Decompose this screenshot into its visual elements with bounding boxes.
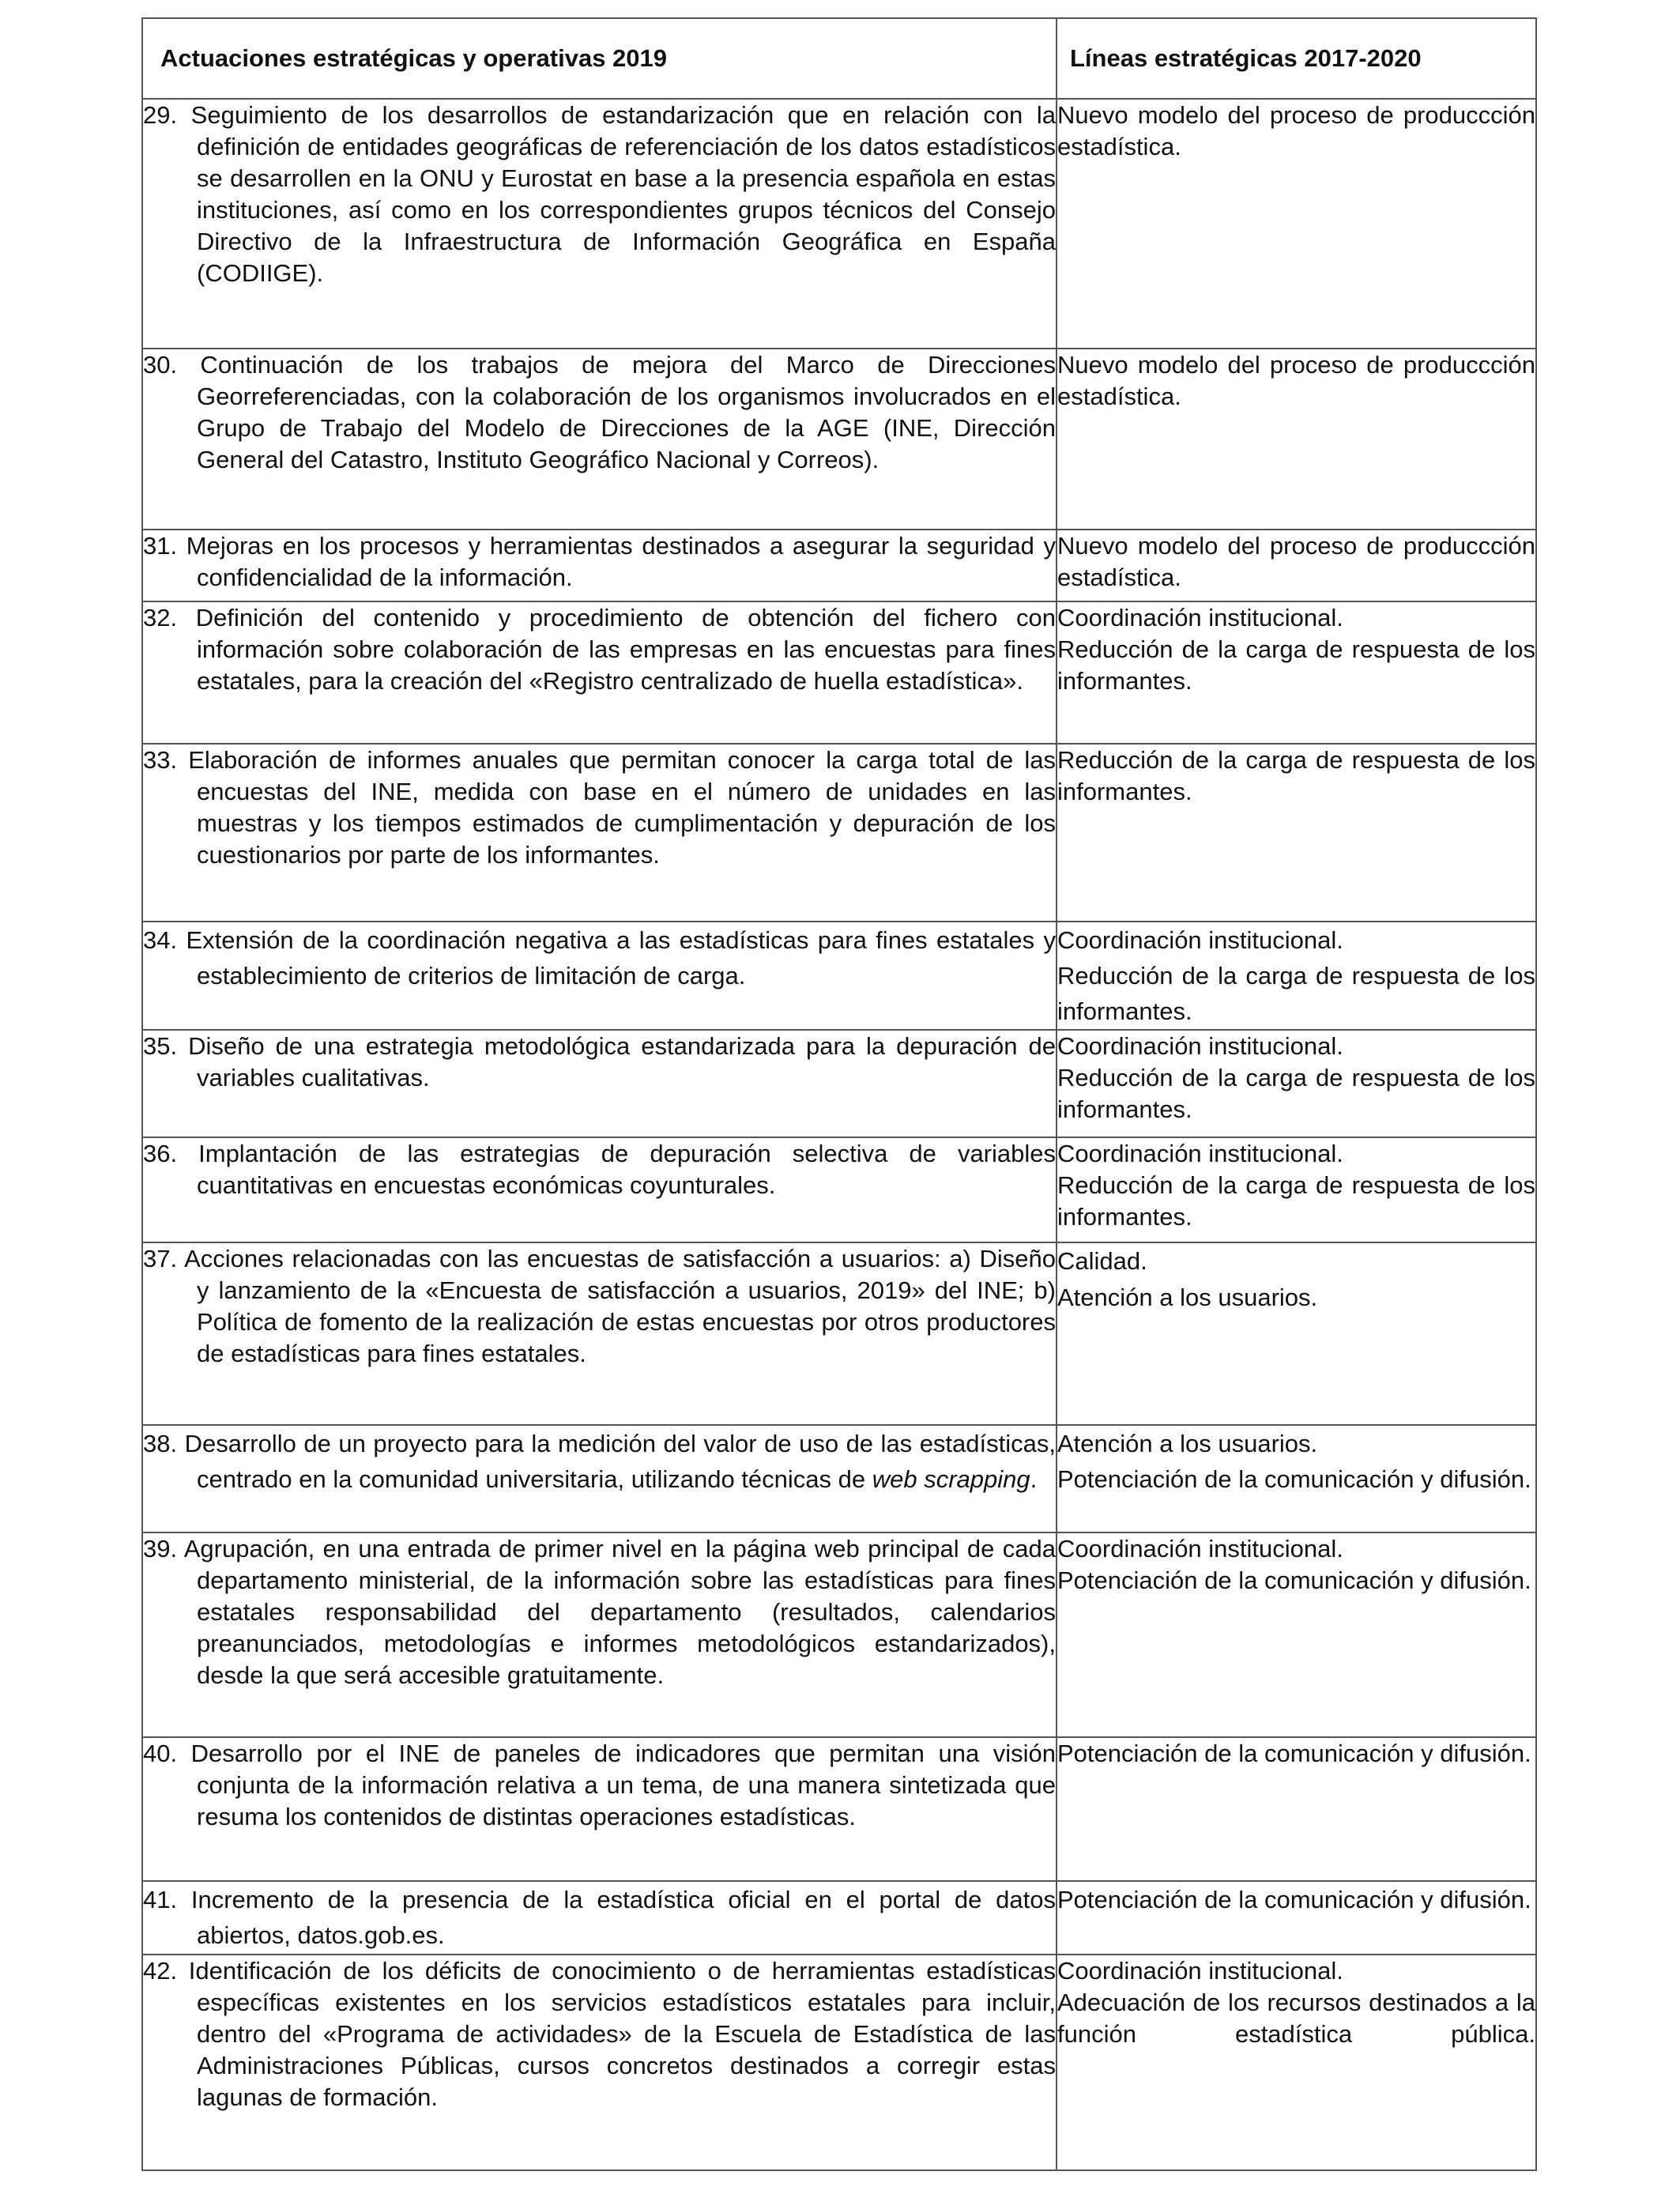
table-row [142,744,1536,922]
line-text: Reducción de la carga de respuesta de los informantes. [1057,635,1535,695]
action-cell [142,1881,1057,1955]
line-text: Potenciación de la comunicación y difusión. [1057,1566,1531,1594]
lines-cell [1057,1532,1536,1737]
line-text: Coordinación institucional. [1057,1535,1343,1563]
lines-cell [1057,530,1536,601]
table-row [142,1137,1536,1242]
action-text-tail: . [1030,1465,1038,1493]
line-text: Nuevo modelo del proceso de produccción estadística. [1057,532,1535,591]
line-text: Nuevo modelo del proceso de produccción estadística. [1057,101,1535,160]
line-text: Nuevo modelo del proceso de produccción estadística. [1057,351,1535,410]
lines-cell [1057,744,1536,922]
line-text: Atención a los usuarios. [1057,1430,1318,1457]
action-text-italic: web scrapping [872,1465,1030,1493]
table-row [142,530,1536,601]
lines-cell [1057,1955,1536,2170]
action-cell [142,530,1057,601]
header-actions: Actuaciones estratégicas y operativas 2019 [142,18,1057,99]
table-row [142,1737,1536,1881]
strategy-table [141,17,1537,2171]
table-row [142,601,1536,744]
table-row [142,349,1536,530]
table-row [142,1532,1536,1737]
table-row [142,922,1536,1030]
action-cell [142,601,1057,744]
action-cell [142,1137,1057,1242]
line-text: Coordinación institucional. [1057,1032,1343,1060]
table-row [142,1425,1536,1532]
action-cell [142,1030,1057,1137]
action-text [143,1426,1056,1497]
table-row [142,1881,1536,1955]
action-text: 33. Elaboración de informes anuales que permitan conocer la carga total de las encuestas del INE, medida con base en el número de unidades en las muestras y los tiempos estimados de cumplimentación y depuración de los cuestionarios por parte de los informantes. [143,746,1056,869]
line-text: Calidad. [1057,1247,1147,1275]
table-header-row [142,18,1536,99]
line-text: Coordinación institucional. [1057,1957,1343,1985]
action-text: 34. Extensión de la coordinación negativa a las estadísticas para fines estatales y establecimiento de criterios de limitación de carga. [143,926,1056,990]
line-text: Reducción de la carga de respuesta de los informantes. [1057,1171,1535,1231]
action-cell [142,99,1057,349]
line-text: Reducción de la carga de respuesta de los informantes. [1057,962,1535,1025]
table-row [142,99,1536,349]
table-row [142,1242,1536,1425]
action-cell [142,1425,1057,1532]
lines-cell [1057,922,1536,1030]
action-cell [142,1737,1057,1881]
line-text: Adecuación de los recursos destinados a la función estadística pública. [1057,1989,1535,2048]
lines-cell [1057,1030,1536,1137]
line-text: Atención a los usuarios. [1057,1284,1318,1311]
action-cell [142,349,1057,530]
lines-cell [1057,99,1536,349]
action-text: 39. Agrupación, en una entrada de primer nivel en la página web principal de cada departamento ministerial, de la información sobre las estadísticas para fines estatales responsabilidad del departamento (resultados, calendarios preanunciados, metodologías e informes metodológicos estandarizados), desde la que será accesible gratuitamente. [143,1535,1056,1689]
action-text: 30. Continuación de los trabajos de mejora del Marco de Direcciones Georreferenciadas, con la colaboración de los organismos involucrados en el Grupo de Trabajo del Modelo de Direcciones de la AGE (INE, Dirección General del Catastro, Instituto Geográfico Nacional y Correos). [143,351,1056,473]
header-lines: Líneas estratégicas 2017-2020 [1057,18,1536,99]
action-text: 32. Definición del contenido y procedimiento de obtención del fichero con información sobre colaboración de las empresas en las encuestas para fines estatales, para la creación del «Registro centralizado de huella estadística». [143,604,1056,695]
line-text: Potenciación de la comunicación y difusión. [1057,1465,1531,1493]
action-cell [142,1955,1057,2170]
line-text: Coordinación institucional. [1057,926,1343,954]
lines-cell [1057,601,1536,744]
line-text: Potenciación de la comunicación y difusión. [1057,1740,1531,1767]
action-text: 31. Mejoras en los procesos y herramientas destinados a asegurar la seguridad y confidencialidad de la información. [143,532,1056,591]
action-text: 42. Identificación de los déficits de conocimiento o de herramientas estadísticas específicas existentes en los servicios estadísticos estatales para incluir, dentro del «Programa de actividades» de la Escuela de Estadística de las Administraciones Públicas, cursos concretos destinados a corregir estas lagunas de formación. [143,1957,1056,2111]
action-text: 41. Incremento de la presencia de la estadística oficial en el portal de datos abiertos, datos.gob.es. [143,1886,1056,1949]
line-text: Potenciación de la comunicación y difusión. [1057,1886,1531,1913]
lines-cell [1057,1242,1536,1425]
action-cell [142,744,1057,922]
action-cell [142,1532,1057,1737]
action-text: 36. Implantación de las estrategias de depuración selectiva de variables cuantitativas en encuestas económicas coyunturales. [143,1140,1056,1199]
line-text: Coordinación institucional. [1057,604,1343,631]
line-text: Reducción de la carga de respuesta de los informantes. [1057,1064,1535,1123]
lines-cell [1057,349,1536,530]
line-text: Coordinación institucional. [1057,1140,1343,1167]
lines-cell [1057,1425,1536,1532]
action-text-main: 38. Desarrollo de un proyecto para la medición del valor de uso de las estadísticas, centrado en la comunidad universitaria, utilizando técnicas de [143,1430,1056,1493]
table-row [142,1955,1536,2170]
table-row [142,1030,1536,1137]
lines-cell [1057,1737,1536,1881]
line-text: Reducción de la carga de respuesta de los informantes. [1057,746,1535,805]
action-text: 29. Seguimiento de los desarrollos de estandarización que en relación con la definición de entidades geográficas de referenciación de los datos estadísticos se desarrollen en la ONU y Eurostat en base a la presencia española en estas instituciones, así como en los correspondientes grupos técnicos del Consejo Directivo de la Infraestructura de Información Geográfica en España (CODIIGE). [143,101,1056,287]
action-text: 40. Desarrollo por el INE de paneles de indicadores que permitan una visión conjunta de la información relativa a un tema, de una manera sintetizada que resuma los contenidos de distintas operaciones estadísticas. [143,1740,1056,1830]
action-cell [142,1242,1057,1425]
action-text: 35. Diseño de una estrategia metodológica estandarizada para la depuración de variables cualitativas. [143,1032,1056,1091]
action-text: 37. Acciones relacionadas con las encuestas de satisfacción a usuarios: a) Diseño y lanzamiento de la «Encuesta de satisfacción a usuarios, 2019» del INE; b) Política de fomento de la realización de estas encuestas por otros productores de estadísticas para fines estatales. [143,1245,1056,1367]
action-cell [142,922,1057,1030]
lines-cell [1057,1137,1536,1242]
lines-cell [1057,1881,1536,1955]
